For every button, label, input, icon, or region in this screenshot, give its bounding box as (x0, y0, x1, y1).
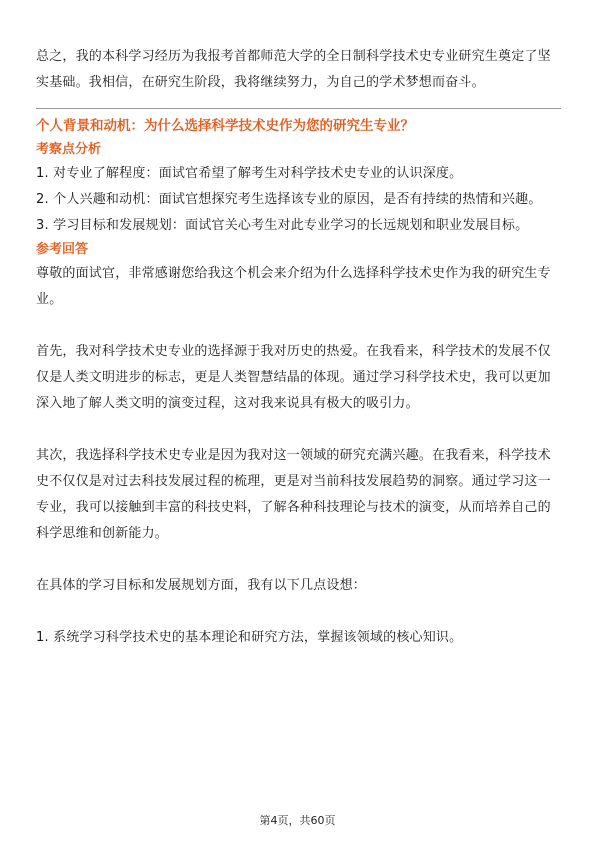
answer-paragraph: 首先，我对科学技术史专业的选择源于我对历史的热爱。在我看来，科学技术的发展不仅仅是人类文明进步的标志，更是人类智慧结晶的体现。通过学习科学技术史，我可以更加深入地了解人类文明的演变过程，这对我来说具有极大的吸引力。 (36, 344, 551, 411)
section-divider (36, 108, 561, 109)
analysis-point: 1. 对专业了解程度：面试官希望了解考生对科学技术史专业的认识深度。 (36, 166, 463, 181)
paragraph-gap (36, 417, 561, 443)
paragraph-gap (36, 547, 561, 573)
analysis-heading: 考察点分析 (36, 142, 102, 157)
question-title: 个人背景和动机：为什么选择科学技术史作为您的研究生专业？ (36, 118, 414, 134)
page-number: 第4页，共60页 (259, 814, 336, 827)
answer-paragraph: 其次，我选择科学技术史专业是因为我对这一领域的研究充满兴趣。在我看来，科学技术史不仅仅是对过去科技发展过程的梳理，更是对当前科技发展趋势的洞察。通过学习这一专业，我可以接触到丰富的科技史料，了解各种科技理论与技术的演变，从而培养自己的科学思维和创新能力。 (36, 448, 551, 541)
paragraph-gap (36, 599, 561, 625)
page-body (36, 44, 561, 651)
analysis-point: 3. 学习目标和发展规划：面试官关心考生对此专业学习的长远规划和职业发展目标。 (36, 218, 529, 233)
answer-paragraph: 尊敬的面试官，非常感谢您给我这个机会来介绍为什么选择科学技术史作为我的研究生专业。 (36, 266, 551, 307)
answer-paragraph: 在具体的学习目标和发展规划方面，我有以下几点设想： (36, 578, 367, 593)
answer-paragraph: 1. 系统学习科学技术史的基本理论和研究方法，掌握该领域的核心知识。 (36, 630, 463, 645)
analysis-point: 2. 个人兴趣和动机：面试官想探究考生选择该专业的原因，是否有持续的热情和兴趣。 (36, 192, 542, 207)
answer-heading: 参考回答 (36, 242, 89, 257)
conclusion-paragraph: 总之，我的本科学习经历为我报考首都师范大学的全日制科学技术史专业研究生奠定了坚实基础。我相信，在研究生阶段，我将继续努力，为自己的学术梦想而奋斗。 (36, 49, 551, 90)
paragraph-gap (36, 313, 561, 339)
